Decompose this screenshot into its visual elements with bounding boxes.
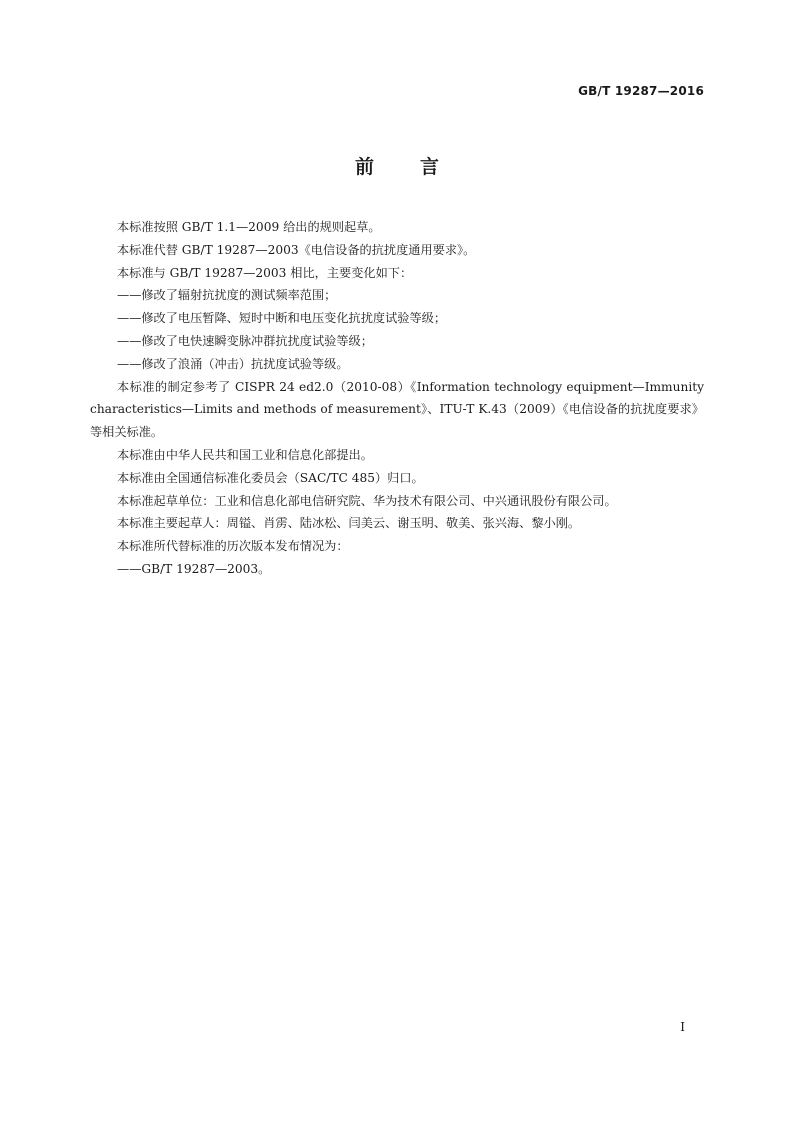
paragraph-drafting-rules: 本标准按照 GB/T 1.1—2009 给出的规则起草。 [117,220,381,234]
list-item-change-eft: ——修改了电快速瞬变脉冲群抗扰度试验等级； [117,333,373,348]
paragraph-replaces: 本标准代替 GB/T 19287—2003《电信设备的抗扰度通用要求》。 [117,242,476,257]
paragraph-previous-editions: 本标准所代替标准的历次版本发布情况为： [117,539,349,554]
page-number: I [680,1020,685,1034]
list-item-change-voltage-dips: ——修改了电压暂降、短时中断和电压变化抗扰度试验等级； [117,311,447,326]
paragraph-references: 本标准的制定参考了 CISPR 24 ed2.0（2010-08）《Information technology equipment—Immunity characteristics—Limits and methods of measurement》、ITU-T K.43（2009）《电信设备的抗扰度要求》等相关标准。 [90,379,704,440]
standard-number: GB/T 19287—2016 [578,84,704,98]
paragraph-proposed-by: 本标准由中华人民共和国工业和信息化部提出。 [117,447,373,462]
list-item-change-radiated: ——修改了辐射抗扰度的测试频率范围； [117,288,337,303]
foreword-body [90,216,704,581]
list-item-change-surge: ——修改了浪涌（冲击）抗扰度试验等级。 [117,356,349,371]
paragraph-drafters: 本标准主要起草人：周镒、肖雳、陆冰松、闫美云、谢玉明、敬美、张兴海、黎小刚。 [117,516,581,531]
paragraph-main-changes: 本标准与 GB/T 19287—2003 相比，主要变化如下： [117,265,413,280]
paragraph-under-jurisdiction: 本标准由全国通信标准化委员会（SAC/TC 485）归口。 [117,470,424,485]
paragraph-drafting-units: 本标准起草单位：工业和信息化部电信研究院、华为技术有限公司、中兴通讯股份有限公司。 [117,493,617,508]
page-title: 前言 [354,156,485,178]
list-item-previous-edition: ——GB/T 19287—2003。 [117,561,271,576]
